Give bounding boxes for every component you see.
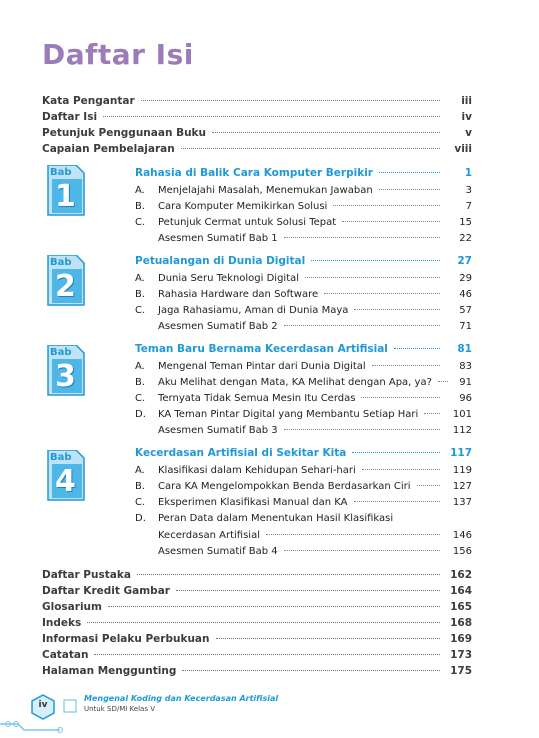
- toc-label: Glosarium: [42, 601, 102, 613]
- item-letter: C.: [135, 305, 146, 316]
- item-letter: C.: [135, 393, 146, 404]
- toc-label: Cara KA Mengelompokkan Benda Berdasarkan Ciri: [158, 481, 411, 492]
- toc-page: iv: [461, 111, 472, 123]
- item-letter: B.: [135, 481, 146, 492]
- toc-item-d-line1[interactable]: [135, 513, 393, 524]
- leader-dots: [176, 590, 440, 591]
- toc-page: v: [465, 127, 472, 139]
- toc-page: viii: [454, 143, 472, 155]
- chip-decoration-icon: [60, 696, 80, 716]
- toc-entry[interactable]: [42, 616, 472, 630]
- toc-page: 119: [452, 465, 472, 476]
- circuit-decoration-icon: [0, 716, 70, 738]
- toc-item[interactable]: [135, 376, 472, 390]
- toc-entry[interactable]: [42, 648, 472, 662]
- leader-dots: [94, 654, 440, 655]
- leader-dots: [438, 381, 448, 382]
- chapter-badge-4: [46, 450, 86, 502]
- toc-page: 71: [459, 321, 472, 332]
- toc-item[interactable]: [135, 392, 472, 406]
- toc-label: Kecerdasan Artifisial: [158, 530, 260, 541]
- item-letter: A.: [135, 273, 145, 284]
- toc-entry[interactable]: [42, 664, 472, 678]
- leader-dots: [379, 172, 440, 173]
- leader-dots: [305, 277, 440, 278]
- toc-label: Dunia Seru Teknologi Digital: [158, 273, 300, 284]
- toc-page: 127: [452, 481, 472, 492]
- toc-label: Catatan: [42, 649, 89, 661]
- toc-item[interactable]: [135, 464, 472, 478]
- toc-label: Capaian Pembelajaran: [42, 143, 175, 155]
- chapter-title-text: Petualangan di Dunia Digital: [135, 255, 306, 267]
- toc-label: Informasi Pelaku Perbukuan: [42, 633, 210, 645]
- toc-entry[interactable]: [42, 126, 472, 140]
- toc-label: Daftar Kredit Gambar: [42, 585, 170, 597]
- toc-label: Aku Melihat dengan Mata, KA Melihat dengan Apa, ya?: [158, 377, 432, 388]
- toc-entry[interactable]: [42, 94, 472, 108]
- leader-dots: [362, 469, 440, 470]
- leader-dots: [352, 452, 440, 453]
- toc-page: 101: [452, 409, 472, 420]
- toc-label: Petunjuk Penggunaan Buku: [42, 127, 207, 139]
- chapter-title-text: Kecerdasan Artifisial di Sekitar Kita: [135, 447, 347, 459]
- badge-bab: Bab: [50, 452, 72, 463]
- leader-dots: [379, 189, 440, 190]
- item-letter: D.: [135, 409, 146, 420]
- toc-label: Rahasia Hardware dan Software: [158, 289, 319, 300]
- item-letter: A.: [135, 465, 145, 476]
- toc-page: 117: [450, 447, 472, 459]
- leader-dots: [324, 293, 440, 294]
- badge-bab: Bab: [50, 347, 72, 358]
- toc-page: 57: [459, 305, 472, 316]
- badge-bab: Bab: [50, 167, 72, 178]
- toc-label: Mengenal Teman Pintar dari Dunia Digital: [158, 361, 366, 372]
- item-letter: C.: [135, 497, 146, 508]
- toc-entry[interactable]: [42, 568, 472, 582]
- toc-item[interactable]: [135, 496, 472, 510]
- toc-item[interactable]: [135, 408, 472, 422]
- leader-dots: [141, 100, 440, 101]
- toc-item[interactable]: [135, 272, 472, 286]
- toc-page: 81: [457, 343, 472, 355]
- toc-label: Asesmen Sumatif Bab 1: [158, 233, 278, 244]
- leader-dots: [212, 132, 440, 133]
- toc-page: 1: [464, 167, 472, 179]
- leader-dots: [284, 237, 440, 238]
- toc-label: Daftar Isi: [42, 111, 98, 123]
- badge-num: 2: [55, 269, 76, 304]
- item-letter: B.: [135, 289, 146, 300]
- toc-asesmen[interactable]: [158, 424, 472, 438]
- toc-page: 156: [452, 546, 472, 557]
- chapter-title-1[interactable]: [135, 166, 472, 180]
- chapter-title-3[interactable]: [135, 342, 472, 356]
- toc-item[interactable]: [135, 288, 472, 302]
- badge-num: 4: [55, 464, 76, 499]
- toc-page: 96: [459, 393, 472, 404]
- badge-num: 1: [55, 179, 76, 214]
- leader-dots: [372, 365, 440, 366]
- toc-page: 46: [459, 289, 472, 300]
- leader-dots: [333, 205, 440, 206]
- toc-asesmen[interactable]: [158, 320, 472, 334]
- leader-dots: [311, 260, 440, 261]
- toc-label: Petunjuk Cermat untuk Solusi Tepat: [158, 217, 337, 228]
- toc-page: 173: [450, 649, 472, 661]
- leader-dots: [284, 429, 440, 430]
- toc-label: Jaga Rahasiamu, Aman di Dunia Maya: [158, 305, 349, 316]
- toc-label: Asesmen Sumatif Bab 3: [158, 425, 278, 436]
- leader-dots: [137, 574, 440, 575]
- leader-dots: [394, 348, 440, 349]
- item-letter: B.: [135, 377, 146, 388]
- toc-page: iii: [461, 95, 472, 107]
- toc-label: Klasifikasi dalam Kehidupan Sehari-hari: [158, 465, 356, 476]
- leader-dots: [103, 116, 440, 117]
- toc-label: KA Teman Pintar Digital yang Membantu Setiap Hari: [158, 409, 419, 420]
- toc-item-d-line2[interactable]: [158, 529, 472, 543]
- toc-page: 27: [457, 255, 472, 267]
- leader-dots: [108, 606, 440, 607]
- leader-dots: [424, 413, 440, 414]
- toc-label: Menjelajahi Masalah, Menemukan Jawaban: [158, 185, 373, 196]
- toc-label: Asesmen Sumatif Bab 2: [158, 321, 278, 332]
- toc-page: 164: [450, 585, 472, 597]
- toc-page: 165: [450, 601, 472, 613]
- toc-page: 7: [465, 201, 472, 212]
- chapter-title-text: Teman Baru Bernama Kecerdasan Artifisial: [135, 343, 388, 355]
- chapter-title-2[interactable]: [135, 254, 472, 268]
- chapter-badge-3: [46, 345, 86, 397]
- toc-label: Asesmen Sumatif Bab 4: [158, 546, 278, 557]
- toc-page: 112: [452, 425, 472, 436]
- toc-label: Eksperimen Klasifikasi Manual dan KA: [158, 497, 348, 508]
- toc-page: 29: [459, 273, 472, 284]
- toc-page: 15: [459, 217, 472, 228]
- footer-book-title: Mengenal Koding dan Kecerdasan Artifisial: [84, 694, 279, 703]
- leader-dots: [354, 309, 440, 310]
- toc-label: Indeks: [42, 617, 82, 629]
- page-number: iv: [38, 700, 48, 710]
- chapter-badge-1: [46, 165, 86, 217]
- chapter-title-4[interactable]: [135, 446, 472, 460]
- toc-page: 137: [452, 497, 472, 508]
- leader-dots: [361, 397, 440, 398]
- toc-item[interactable]: [135, 480, 472, 494]
- toc-label: Ternyata Tidak Semua Mesin Itu Cerdas: [158, 393, 356, 404]
- toc-page: 168: [450, 617, 472, 629]
- footer-book-subtitle: Untuk SD/MI Kelas V: [84, 705, 155, 713]
- toc-page: 169: [450, 633, 472, 645]
- toc-asesmen[interactable]: [158, 232, 472, 246]
- toc-asesmen[interactable]: [158, 545, 472, 559]
- chapter-badge-2: [46, 255, 86, 307]
- toc-item[interactable]: [135, 304, 472, 318]
- leader-dots: [181, 148, 440, 149]
- toc-label: Kata Pengantar: [42, 95, 135, 107]
- toc-entry[interactable]: [42, 632, 472, 646]
- toc-page: 3: [465, 185, 472, 196]
- item-letter: A.: [135, 185, 145, 196]
- leader-dots: [216, 638, 441, 639]
- toc-page: 91: [459, 377, 472, 388]
- toc-item[interactable]: [135, 360, 472, 374]
- item-letter: B.: [135, 201, 146, 212]
- toc-page: 175: [450, 665, 472, 677]
- leader-dots: [284, 325, 440, 326]
- toc-label: Peran Data dalam Menentukan Hasil Klasifikasi: [158, 513, 394, 524]
- leader-dots: [266, 534, 440, 535]
- toc-page: 162: [450, 569, 472, 581]
- page-title: Daftar Isi: [42, 38, 194, 71]
- toc-entry[interactable]: [42, 110, 472, 124]
- toc-label: Cara Komputer Memikirkan Solusi: [158, 201, 328, 212]
- leader-dots: [417, 485, 441, 486]
- toc-page: 22: [459, 233, 472, 244]
- toc-item[interactable]: [135, 200, 472, 214]
- leader-dots: [342, 221, 440, 222]
- badge-bab: Bab: [50, 257, 72, 268]
- leader-dots: [354, 501, 440, 502]
- badge-num: 3: [55, 359, 76, 394]
- leader-dots: [284, 550, 440, 551]
- item-letter: D.: [135, 513, 146, 524]
- toc-item[interactable]: [135, 216, 472, 230]
- toc-entry[interactable]: [42, 584, 472, 598]
- item-letter: C.: [135, 217, 146, 228]
- toc-label: Halaman Menggunting: [42, 665, 177, 677]
- toc-entry[interactable]: [42, 142, 472, 156]
- toc-page: 83: [459, 361, 472, 372]
- leader-dots: [182, 670, 440, 671]
- toc-entry[interactable]: [42, 600, 472, 614]
- toc-page: 146: [452, 530, 472, 541]
- chapter-title-text: Rahasia di Balik Cara Komputer Berpikir: [135, 167, 373, 179]
- toc-label: Daftar Pustaka: [42, 569, 131, 581]
- item-letter: A.: [135, 361, 145, 372]
- leader-dots: [87, 622, 440, 623]
- toc-item[interactable]: [135, 184, 472, 198]
